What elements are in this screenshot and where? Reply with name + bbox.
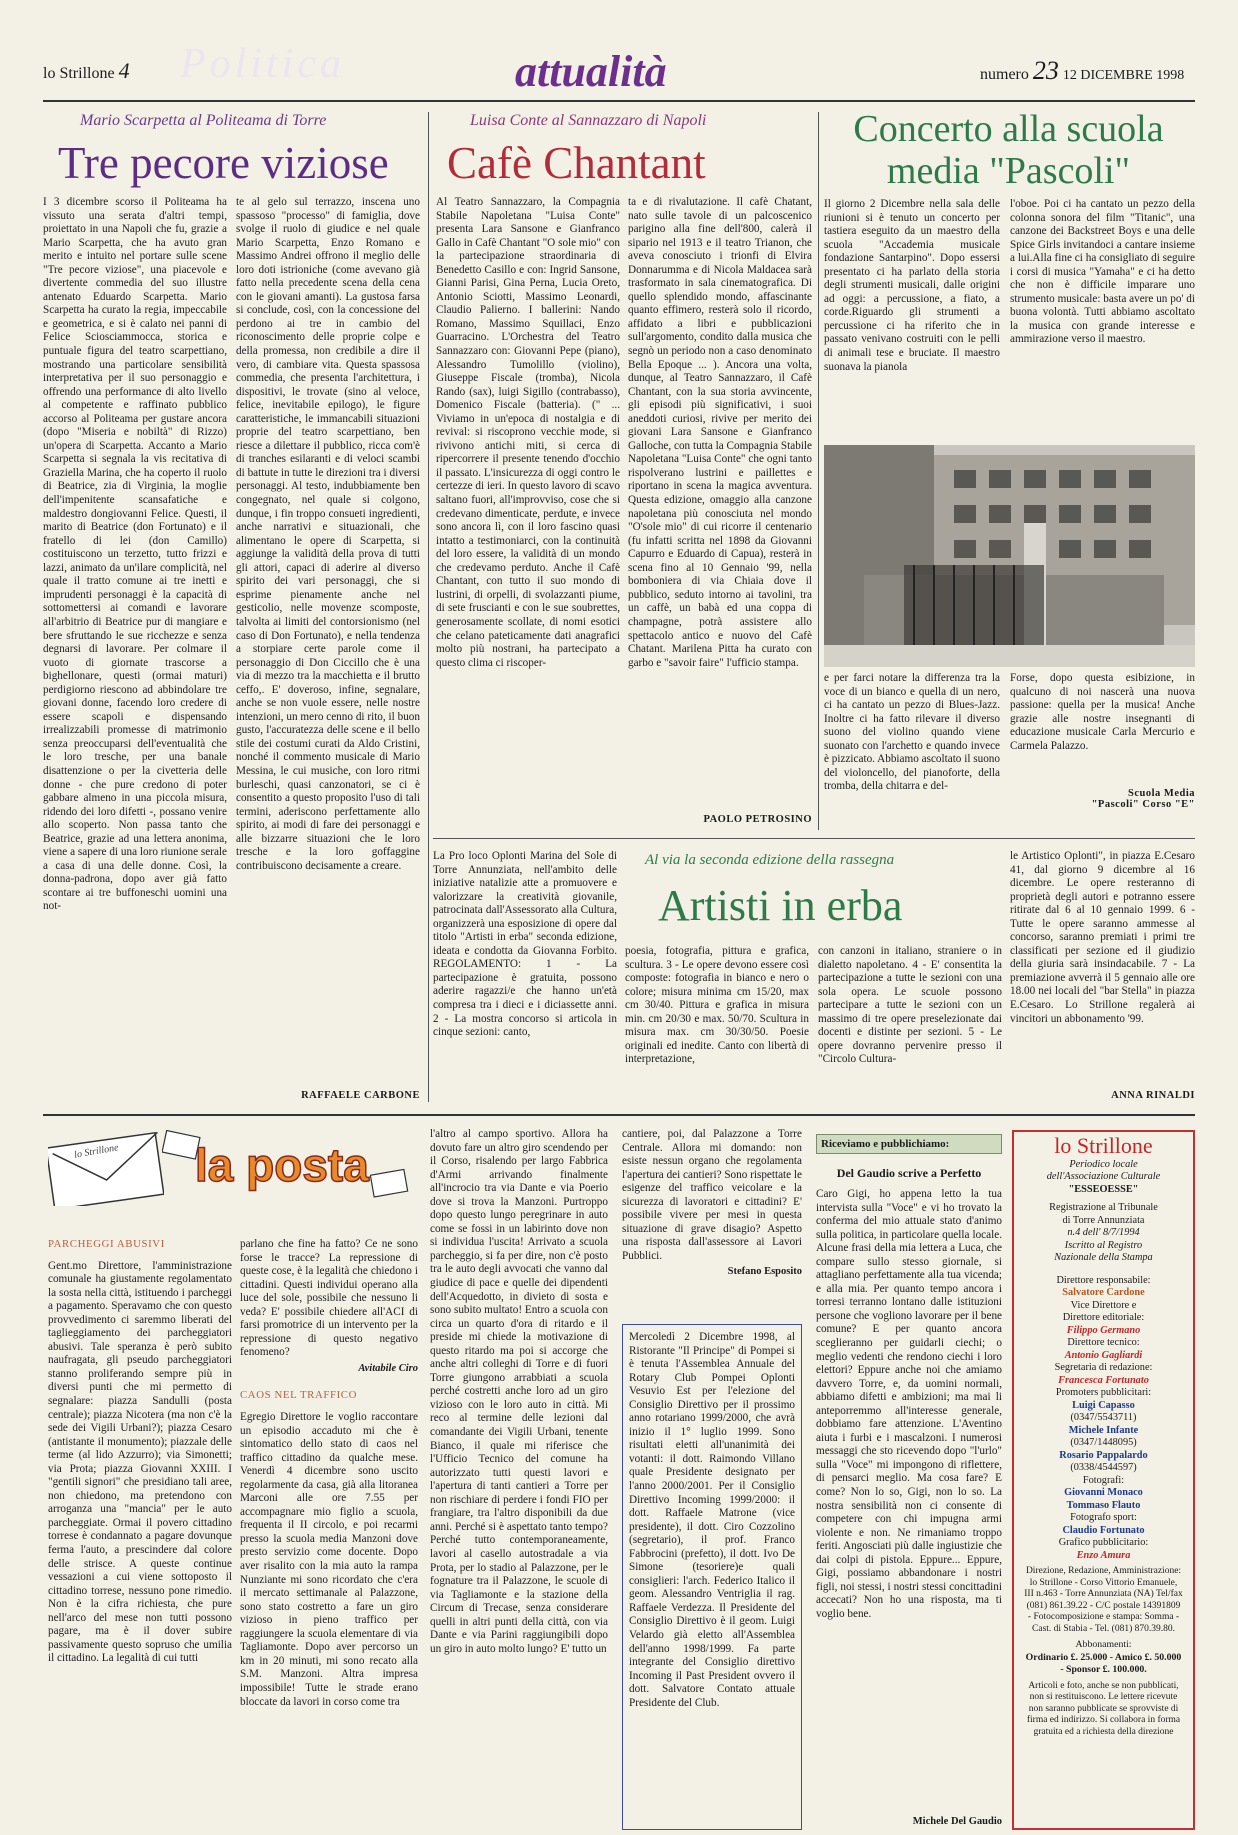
header-page-number: 4 — [118, 58, 130, 83]
posta-col2a-text: parlano che fine ha fatto? Ce ne sono forse le tracce? La repressione di queste cose, è la legalità che chiedono i cittadini. Questi individui operano alla luce del sole, possibile che nessuno li veda? E' possibile chiedere all'ACI di farsi promotrice di un intervento per la repressione di questo negativo fenomeno? — [240, 1238, 418, 1359]
school-building-illustration — [824, 445, 1195, 667]
rotary-box-body — [629, 1331, 795, 1825]
masthead-l8: Nazionale della Stampa — [1054, 1252, 1153, 1263]
small-envelope-icon-2 — [370, 1168, 410, 1198]
masthead-l6: n.4 dell' 8/7/1994 — [1067, 1227, 1140, 1238]
masthead-d3: Direttore editoriale: — [1062, 1312, 1145, 1323]
a3-title — [822, 108, 1195, 192]
divider-v2 — [818, 112, 819, 830]
riceviamo-col — [816, 1188, 1002, 1812]
a4-kicker: Al via la seconda edizione della rassegna — [645, 852, 895, 868]
masthead-abb-label: Abbonamenti: — [1075, 1639, 1132, 1650]
masthead-n9: Tommaso Flauto — [1066, 1499, 1141, 1511]
posta-col4-text: cantiere, poi, dal Palazzone a Torre Centrale. Allora mi domando: non esiste nessun organo che regolamenta l'apertura dei cantieri? Sono rispettate le esigenze del traffico veicolare e la sicurezza di lavoratori e cittadini? E' possibile vivere per mesi in questa situazione di grave disagio? Aspetto una risposta dall'assessore ai Lavori Pubblici. — [622, 1128, 802, 1262]
masthead-n8: Giovanni Monaco — [1064, 1487, 1143, 1498]
a3-col3-text: e per farci notare la differenza tra la voce di un bianco e quella di un nero, ci ha cantato un pezzo di Blues-Jazz. Inoltre ci ha fatto rilevare il diverso suono del violino quando viene suonato con l'archetto e quando invece è pizzicato. Abbiamo ascoltato il suono del violoncello, del pianoforte, della tromba, della chitarra e del- — [824, 672, 1000, 793]
masthead-l4: Registrazione al Tribunale — [1049, 1202, 1158, 1213]
a1-col2-text: te al gelo sul terrazzo, inscena uno spassoso "processo" di famiglia, dove svolge il ruolo di giudice e nel quale Mario Scarpetta, Enzo Romano e Massimo Andrei offrono il meglio delle loro doti istrioniche (come avevano già fatto nella precedente scena della cena con le giovani amanti). La gustosa farsa si conclude, così, con la concessione del perdono ai tre in cambio del riconoscimento delle proprie colpe e della promessa, non credibile a dire il vero, di cambiare vita. Questa spassosa commedia, che presenta l'architettura, i dispositivi, le trovate (sino al veloce, felice, inevitabile epilogo), le figure caratteristiche, le immancabili situazioni proprie del teatro scarpettiano, ben riesce a dilettare il pubblico, ricca com'è di tranches esilaranti e di veloci scambi di battute in tutte le direzioni tra i diversi personaggi. Al testo, indubbiamente ben congegnato, nel quale si colgono, dunque, i fin troppo consueti ingredienti, anche narrativi e situazionali, che alimentano le opere di Scarpetta, si aggiunge la validità della prova di tutti gli attori, capaci di aderire al diverso spirito dei vari personaggi, che si esprime pienamente anche nel gesticolio, nelle movenze scomposte, talvolta ai limiti del contorsionismo (nel caso di Don Fortunato), e nella tendenza a storpiare certe parole come il personaggio di Don Ciccillo che è una via di mezzo tra la macchietta e il brutto ceffo,. E' doveroso, infine, segnalare, anche se non vuole essere, nelle nostre intenzioni, un mero cenno di rito, il buon gusto, l'accuratezza delle scene e il bello stile dei costumi curati da Aldo Cristini, nonché il commento musicale di Mario Messina, le cui musiche, con loro ritmi burleschi, quasi canzonatori, se ci è consentito a questo proposito l'uso di tali termini, aderiscono perfettamente allo spirito, ai modi di fare dei personaggi e alle bizzarre situazioni che le loro tresche e la loro goffaggine contribuiscono decisamente a creare. — [236, 196, 420, 872]
masthead-t6: (0347/1448095) — [1070, 1437, 1137, 1448]
masthead-n11: Enzo Amura — [1076, 1549, 1131, 1561]
masthead-n3: Antonio Gagliardi — [1064, 1349, 1143, 1361]
posta-title: la posta — [195, 1139, 369, 1191]
masthead-t5: (0347/5543711) — [1070, 1412, 1137, 1423]
riceviamo-title: Del Gaudio scrive a Perfetto — [836, 1166, 982, 1180]
masthead-n10: Claudio Fortunato — [1062, 1524, 1145, 1536]
posta-h2: CAOS NEL TRAFFICO — [240, 1389, 357, 1402]
a3-col1-text: Il giorno 2 Dicembre nella sala delle riunioni si è tenuto un concerto per tastiera eseguito da un maestro della scuola "Accademia musicale fondazione Santarpino". Dopo essersi presentato ci ha parlato della storia degli strumenti musicali, dalle origini ad oggi: a percussione, a fiato, a corde.Riguardo gli strumenti a percussione ci ha riferito che in passato venivano costruiti con le pelli di animali tese e bruciate. Il maestro suonava la pianola — [824, 198, 1000, 373]
masthead-l3: "ESSEOESSE" — [1068, 1183, 1139, 1195]
masthead-d5: Segretaria di redazione: — [1054, 1362, 1153, 1373]
posta-right-envelope — [370, 1168, 410, 1198]
header-newspaper-name — [43, 58, 130, 84]
a4-signature: ANNA RINALDI — [1111, 1090, 1195, 1101]
envelope-icon — [48, 1128, 164, 1206]
masthead-footer: Articoli e foto, anche se non pubblicati, non si restituiscono. Le lettere ricevute non saranno pubblicate se sprovviste di firma ed indirizzo. Si collabora in forma gratuita ed a richiesta della direzione — [1026, 1680, 1181, 1737]
posta-envelope-text: lo Strillone — [73, 1142, 120, 1161]
a3-col2 — [1010, 198, 1195, 438]
a3-signature-line2: "Pascoli" Corso "E" — [1091, 799, 1195, 810]
posta-sig2: Stefano Esposito — [727, 1266, 802, 1278]
masthead-l5: di Torre Annunziata — [1062, 1214, 1145, 1226]
masthead-d7: Fotografi: — [1082, 1474, 1125, 1486]
a4-col1-text: La Pro loco Oplonti Marina del Sole di Torre Annunziata, nell'ambito delle iniziative natalizie atte a promuovere e valorizzare la creatività giovanile, patrocinata dall'Assessorato alla Cultura, organizzerà una esposizione di opere dal titolo "Artisti in erba" seconda edizione, ideata e condotta da Giovanna Forbito. REGOLAMENTO: 1 - La partecipazione è gratuita, possono aderire ragazzi/e che hanno un'età compresa tra i dieci e i diciassette anni. 2 - La mostra concorso si articola in cinque sezioni: canto, — [433, 850, 617, 1039]
numero-value: 23 — [1032, 56, 1059, 85]
numero-label: numero — [980, 66, 1029, 83]
header-left-text: lo Strillone — [43, 65, 115, 82]
riceviamo-tag: Riceviamo e pubblichiamo: — [816, 1134, 1002, 1154]
divider-h2 — [43, 1114, 1195, 1116]
riceviamo-text: Caro Gigi, ho appena letto la tua intervista sulla "Voce" e vi ho trovato la conferma del mio attuale stato d'animo sulla politica, in particolare quella locale. Alcune frasi della mia lettera a Luca, che compare sullo stesso giornale, si attagliano perfettamente alla tua vicenda; e alla mia. Per quanto tempo ancora i torresi terranno lontano dalle istituzioni persone che vogliono lavorare per il bene comune? E per quanto ancora sceglieranno per guidarli ciechi; o meglio vedenti che rendono ciechi i loro elettori? Eppure anche noi che amiamo davvero Torre, e, da uomini normali, abbiamo difetti e ambizioni; ma mai li anteporremmo all'interesse generale, dobbiamo fare attenzione. L'Aventino aiuta i furbi e i mascalzoni. I numerosi messaggi che sto ricevendo dopo "l'urlo" sulla "Voce" mi impongono di riflettere, di pensarci meglio. Ma cosa fare? E come? Non lo so, Gigi, non lo so. La nostra sensibilità non ci consente di competere con chi impugna armi violente e non. Ne rimaniamo troppo feriti. Angosciati più dalle ingiustizie che dai colpi di pistola. Eppure... Eppure, Gigi, possiamo abbandonare i nostri figli, noi stessi, i nostri stessi concittadini accecati? Non ho una risposta, ma ti voglio bene. — [816, 1188, 1002, 1620]
masthead-box — [1012, 1130, 1195, 1830]
masthead-d4: Direttore tecnico: — [1067, 1337, 1140, 1348]
posta-col3 — [430, 1128, 608, 1830]
a1-col1-text: I 3 dicembre scorso il Politeama ha vissuto una serata d'altri tempi, proiettato in una Napoli che fu, grazie a Mario Scarpetta, che ha avuto gran merito e intuito nel portare sulle scene "Tre pecore viziose", una piacevole e divertente commedia del suo illustre antenato Eduardo Scarpetta. Mario Scarpetta ha curato la regia, impeccabile e geometrica, e si è calato nei panni di Felice Sciosciammocca, storica e puntuale figura del teatro scarpettiano, mostrando una particolare sensibilità interpretativa per il suo personaggio e offrendo una performance di alto livello al competente e raffinato pubblico accorso al Politeama per gustare ancora (dopo "Miseria e nobiltà" di Rizzo) un'opera di Scarpetta. Accanto a Mario Scarpetta si segnala la vis recitativa di Graziella Marina, che ha coperto il ruolo di Beatrice, zia di Virginia, la moglie dell'impenitente scansafatiche e maldestro dongiovanni Felice. Questi, il marito di Beatrice (don Fortunato) e il fratello di lei (don Camillo) costituiscono un terzetto, tutto frizzi e lazzi, animato da un'ilare complicità, nel quale il tratto comune ai tre inetti e imprudenti personaggi è la capacità di sottomettersi ai comandi e lavorare all'arbitrio di Beatrice pur di mangiare e bere sfruttando le sue ricchezze e senza degnarsi di lavorare. Per colmare il vuoto di giornate trascorse a bighellonare, questi (ormai maturi) perdigiorno riescono ad abbindolare tre giovani donne, facendo loro credere di essere scapoli e dispensando irrealizzabili promesse di matrimonio senza preoccuparsi dell'eventualità che le loro tresche, per una banale disattenzione o per la civetteria delle donne - che pure credono di poter gabbare almeno in una piccola misura, ridendo dei loro difetti -, possano venire allo scoperto. Non passa tanto che Beatrice, grazie ad una lettera anonima, viene a sapere di una loro riunione serale a casa di una delle donne. Così, la donna-padrona, dopo aver già fatto scontare ai tre buffoneschi uomini una not- — [43, 196, 227, 913]
a3-school-photo — [824, 445, 1195, 667]
a1-col2 — [236, 196, 420, 1080]
a3-title-line2: media "Pascoli" — [886, 150, 1131, 192]
a3-signature-line1: Scuola Media — [1128, 788, 1195, 799]
masthead-d1: Direttore responsabile: — [1056, 1274, 1151, 1286]
posta-col2b-text: Egregio Direttore le voglio raccontare un episodio accaduto mi che è sintomatico dello stato di caos nel traffico cittadino da qualche mese. Venerdì 4 dicembre sono uscito regolarmente da casa, già alla litoranea Marconi alle ore 7.55 per accompagnare mio figlio a scuola, frequenta il II circolo, e poi recarmi presso la scuola media Manzoni dove presto servizio come docente. Dopo aver risalito con la mia auto la rampa Nunziante mi sono ricordato che c'era il mercato settimanale al Palazzone, sono stato costretto a fare un giro vizioso in pieno traffico per raggiungere la scuola elementare di via Tagliamonte. Dopo aver percorso un km in 20 minuti, mi sono recato alla S.M. Manzoni. Altra impresa impossibile! Tutte le strade erano bloccate da lavori in corso come tra — [240, 1411, 418, 1708]
divider-h1 — [433, 838, 1195, 839]
masthead-d8: Fotografo sport: — [1070, 1512, 1137, 1523]
posta-col4 — [622, 1128, 802, 1328]
a4-col1 — [433, 850, 617, 1102]
posta-col2 — [240, 1238, 418, 1830]
page-header — [0, 0, 1238, 100]
posta-envelope — [48, 1128, 164, 1206]
masthead-t7: (0338/4544597) — [1070, 1462, 1137, 1473]
a3-col1 — [824, 198, 1000, 438]
posta-col1-text: Gent.mo Direttore, l'amministrazione comunale ha giustamente regolamentato la sosta nella città, istituendo i parcheggi a pagamento. Speravamo che con questo provvedimento ci saremmo liberati del taglieggiamento dei parcheggiatori abusivi. Tale speranza è però subito naufragata, gli pseudo parcheggiatori stanno proliferando sempre più in diversi punti che mi permetto di segnalare: piazza Sandulli (posta centrale); piazza Nicotera (ma non c'è la sede dei Vigili Urbani?); piazza Cesaro (antistante il monumento); piazzale delle terme (al lido Azzurro); via Simonetti; via Prota; piazza Giovanni XXIII. I "gentili signori" che presidiano tali aree, non chiedono, ma pretendono con arroganza una "mancia" per le auto parcheggiate. Ormai il povero cittadino torrese è condannato a pagare dovunque ferma l'auto, a prescindere dal colore delle strisce. A queste continue vessazioni a cui viene sottoposto il cittadino torrese, nessuno pone rimedio. Non è la cifra richiesta, che pure nell'arco del mese non tutti possono pagare, ma è il dover subire passivamente questo sopruso che umilia il cittadino. La legalità di cui tutti — [48, 1259, 232, 1665]
masthead-d2: Vice Direttore e — [1070, 1299, 1137, 1311]
masthead-n7: Rosario Pappalardo — [1059, 1449, 1148, 1461]
a1-signature: RAFFAELE CARBONE — [301, 1090, 420, 1101]
divider-v1 — [428, 112, 429, 1102]
a2-col2 — [628, 196, 812, 808]
rotary-box-text: Mercoledì 2 Dicembre 1998, al Ristorante "Il Principe" di Pompei si è tenuta l'Assemblea Annuale del Rotary Club Pompei Oplonti Vesuvio Est per l'elezione del Consiglio Direttivo per il prossimo anno rotariano 1999/2000, che avrà inizio il 1° luglio 1999. Sono risultati eletti all'unanimità dei votanti: il dott. Raimondo Villano quale Presidente designato per l'anno 2000/2001. Per il Consiglio Direttivo Incoming 1999/2000: il dott. Raffaele Matrone (vice presidente), il dott. Ciro Cozzolino (segretario), il prof. Franco Fabbrocini (prefetto), il dott. Ivo De Simone (tesoriere)e quali consiglieri: l'arch. Federico Italico il geom. Alessandro Ventriglia il rag. Raffaele Verdezza. Il Presidente del Consiglio Direttivo è il geom. Luigi Velardo già eletto all'Assemblea dell'anno 1998/1999. Fa parte integrante del Consiglio direttivo Incoming il Past President ovvero il dott. Salvatore Contato attuale Presidente del Club. — [629, 1331, 795, 1709]
a3-col4-text: Forse, dopo questa esibizione, in qualcuno di noi nascerà una nuova passione: quella per la musica! Anche grazie alle nostre insegnanti di educazione musicale Carla Mercurio e Carmela Palazzo. — [1010, 672, 1195, 752]
masthead-l1: Periodico locale — [1069, 1158, 1138, 1170]
posta-h1: PARCHEGGI ABUSIVI — [48, 1238, 165, 1250]
a2-kicker: Luisa Conte al Sannazzaro di Napoli — [470, 112, 707, 129]
posta-col3-text: l'altro al campo sportivo. Allora ha dovuto fare un altro giro scendendo per il Corso, risalendo per largo Fabbrica d'Armi arrivando finalmente all'incrocio tra via Dante e via Poerio dove si trova la Manzoni. Purtroppo dopo questo lungo peregrinare in auto come se fossi in un labirinto dove non si individua l'uscita! Arrivato a scuola parcheggio, si fa per dire, non c'è posto tra le auto degli avvocati che vanno dal giudice di pace e quelle dei dipendenti dell'Acquedotto, in divieto di sosta e sono subito multato! Entro a scuola con circa un quarto d'ora di ritardo e il preside mi chiede la motivazione di questo ritardo ma poi si accorge che anche altri colleghi di Torre e di fuori Torre giungono arrabbiati a scuola perché costretti anche loro ad un giro vizioso con le loro auto in città. Mi reco al termine delle lezioni dal comandante dei Vigili Urbani, tenente Bianco, il quale mi riferisce che l'Ufficio Tecnico del comune ha autorizzato tutti questi lavori e l'apertura di tanti cantieri a Torre per non rischiare di perdere i fondi FIO per frangiare, tra l'altro disponibili da due anni. Perché si è aspettato tanto tempo? Perché tutto contemporaneamente, lavori al casello autostradale a via Prota, per lo stadio al Palazzone, per le fognature tra il Palazzone, le scuole di via Tagliamonte e la stazione della Circum di Trecase, senza considerare quelli in altri punti della città, con via Dante e via Parini raggiungibili dopo un giro in auto molto lungo? E' tutto un — [430, 1128, 608, 1655]
a4-col3 — [818, 945, 1002, 1102]
masthead-n4: Francesca Fortunato — [1058, 1374, 1149, 1386]
a4-title: Artisti in erba — [658, 881, 903, 930]
masthead-l7: Iscritto al Registro — [1064, 1239, 1143, 1251]
a4-col4 — [1010, 850, 1195, 1090]
a2-col1-text: Al Teatro Sannazzaro, la Compagnia Stabile Napoletana "Luisa Conte" presenta Lara Sansone e Gianfranco Gallo in Cafè Chantant "O sole mio" con la partecipazione straordinaria di Benedetto Casillo e con: Ingrid Sansone, Gianni Parisi, Gina Perna, Lucia Oreto, Antonio Sciotti, Massimo Leonardi, Claudio Palierno. I ballerini: Nando Romano, Massimo Squillaci, Enzo Guarracino. L'Orchestra del Teatro Sannazzaro con: Giovanni Pepe (piano), Alessandro Tumolillo (violino), Giuseppe Fiscale (tromba), Nicola Rando (sax), luigi Sigillo (contrabasso), Domenico Fiscale (batteria). (" ... Viviamo in un'epoca di nostalgia e di revival: si riscoprono vecchie mode, si rivivono antichi miti, si cerca di ripercorrere il presente tenendo d'occhio il passato. L'insicurezza di oggi contro le certezze di ieri. In questo lavoro di scavo saltano fuori, all'improvviso, cose che si credevano dimenticate, perdute, e invece sono ancora lì, con il loro fascino quasi intatto a testimoniarci, con la continuità del loro essere, la validità di un mondo che credevamo perduto. Anche il Cafè Chantant, con tutto il suo mondo di lustrini, di orpelli, di svolazzanti piume, di sete fruscianti e con le sue soubrettes, generosamente scollate, di nomi esotici che celano pateticamente dati anagrafici molto più nostrani, ha partecipato a questo clima ci riscoper- — [436, 196, 620, 669]
masthead-n1: Salvatore Cardone — [1062, 1287, 1145, 1298]
issue-date: 12 DICEMBRE 1998 — [1062, 68, 1185, 83]
riceviamo-signature: Michele Del Gaudio — [912, 1816, 1002, 1827]
header-issue — [980, 56, 1184, 86]
header-bg-ghost: Politica — [180, 41, 345, 87]
a2-title: Cafè Chantant — [447, 138, 706, 188]
a1-kicker: Mario Scarpetta al Politeama di Torre — [80, 112, 327, 129]
a3-col4 — [1010, 672, 1195, 782]
masthead-d9: Grafico pubblicitario: — [1058, 1537, 1149, 1548]
masthead-n6: Michele Infante — [1068, 1424, 1139, 1436]
header-rule — [43, 100, 1195, 102]
posta-sig1: Avitabile Ciro — [358, 1362, 418, 1374]
a3-title-line1: Concerto alla scuola — [853, 108, 1164, 150]
posta-col1 — [48, 1238, 232, 1830]
masthead-abb-prices: Ordinario £. 25.000 - Amico £. 50.000 - Sponsor £. 100.000. — [1025, 1651, 1182, 1675]
masthead-n2: Filippo Germano — [1066, 1324, 1141, 1336]
a4-col2 — [625, 945, 809, 1102]
a2-col1 — [436, 196, 620, 820]
masthead-title: lo Strillone — [1054, 1133, 1153, 1158]
a1-col1 — [43, 196, 227, 1098]
a2-signature: PAOLO PETROSINO — [703, 814, 812, 825]
masthead-d6: Promoters pubblicitari: — [1055, 1387, 1152, 1398]
a4-col4-text: le Artistico Oplonti", in piazza E.Cesaro 41, dal giorno 9 dicembre al 16 dicembre. Le opere resteranno di proprietà degli autori e potranno essere ritirate dal 6 al 10 gennaio 1999. 6 - Tutte le opere saranno ammesse al concorso, saranno premiati i primi tre classificati per sezione ed il giudizio della giuria sarà insindacabile. 7 - La premiazione avverrà il 5 gennaio alle ore 18.00 nei locali del "bar Stella" in piazza E.Cesaro. Lo Strillone regalerà ai vincitori un abbonamento '99. — [1010, 850, 1195, 1025]
a1-title: Tre pecore viziose — [58, 138, 389, 188]
a4-col3-text: con canzoni in italiano, straniere o in dialetto napoletano. 4 - E' consentita la partecipazione a tutte le sezioni con una sola opera. Le scuole possono partecipare a tutte le sezioni con un massimo di tre opere preselezionate dai docenti e distinte per sezioni. 5 - Le opere dovranno pervenire presso il "Circolo Cultura- — [818, 945, 1002, 1066]
a3-col3 — [824, 672, 1000, 820]
masthead-address: Direzione, Redazione, Amministrazione: lo Strillone - Corso Vittorio Emanuele, III n.463 - Torre Annunziata (NA) Tel/fax (081) 861.39.22 - C/C postale 14391809 - Fotocomposizione e stampa: Somma - Cast. di Stabia - Tel. (081) 870.39.80. — [1024, 1566, 1183, 1634]
masthead-n5: Luigi Capasso — [1072, 1399, 1135, 1411]
rotary-box — [622, 1324, 802, 1830]
section-title: attualità — [515, 47, 667, 96]
a2-col2-text: ta e di rivalutazione. Il cafè Chatant, nato sulle tavole di un palcoscenico parigino alla fine dell'800, calerà il sipario nel 1913 e il teatro Trianon, che aveva conosciuto i trionfi di Elvira Donnarumma e di Nicola Maldacea sarà trasformato in sala cinematografica. Di quello splendido mondo, affascinante quanto effimero, resterà solo il ricordo, affidato a libri e pubblicazioni sull'argomento, condito dalla musica che segnò un periodo non a caso denominato Bella Epoque ... ). Ancora una volta, dunque, al Teatro Sannazzaro, il Cafè Chantant, con la sua storia avvincente, gli episodi più significativi, i suoi aneddoti curiosi, rivive per merito dei giovani Lara Sansone e Gianfranco Galloche, con tutta la Compagnia Stabile Napoletana "Luisa Conte" che ogni tanto rispolverano lustrini e paillettes e riportano in scena la magica avventura. Questa edizione, omaggio alla canzone napoletana più conosciuta nel mondo "O'sole mio" di cui ricorre il centenario (fu infatti scritta nel 1898 da Giovanni Capurro e Eduardo di Capua), resterà in scena fino al 10 Gennaio '99, nella bomboniera di via Chiaia dove il pubblico, seduto intorno ai tavolini, tra un caffè, un babà ed una coppa di champagne, potrà assistere allo spettacolo antico e nuovo del Cafè Chatant. Marilena Pitta ha curato con garbo e "savoir faire" l'ufficio stampa. — [628, 196, 812, 669]
a4-col2-text: poesia, fotografia, pittura e grafica, scultura. 3 - Le opere devono essere così composte: fotografia in bianco e nero o colore; misura minima cm 15/20, max cm 30/40. Pittura e grafica in misura min. cm 20/30 e max. 50/70. Scultura in misura max. cm 30/30/50. Poesie originali ed inedite. Canto con libertà di interpretazione, — [625, 945, 809, 1066]
a3-col2-text: l'oboe. Poi ci ha cantato un pezzo della colonna sonora del film "Titanic", una canzone dei Backstreet Boys e una delle Spice Girls invitandoci a cantare insieme a lui.Alla fine ci ha consigliato di seguire i corsi di musica "Yamaha" e ci ha detto che non è difficile imparare uno strumento musicale: basta avere un po' di buona volontà. Tutti abbiamo ascoltato la musica con grande interesse e ammirazione verso il maestro. — [1010, 198, 1195, 346]
masthead-l2: dell'Associazione Culturale — [1046, 1171, 1161, 1182]
a3-signature — [1010, 788, 1195, 810]
